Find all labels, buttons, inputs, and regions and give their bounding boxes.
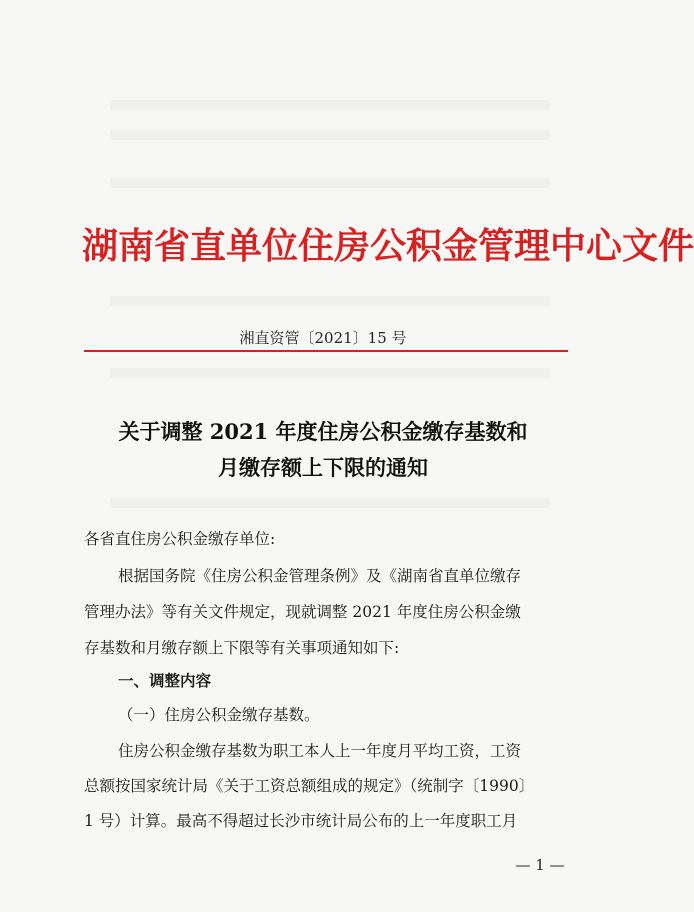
bleed-through-text [110,296,550,306]
red-header-title: 湖南省直单位住房公积金管理中心文件 [82,226,694,267]
bleed-through-text [110,498,550,508]
notice-title-line-2: 月缴存额上下限的通知 [218,455,428,480]
bleed-through-text [110,130,550,140]
bleed-through-text [110,368,550,378]
subsection-heading: （一）住房公积金缴存基数。 [118,706,320,724]
red-divider-line [84,350,568,352]
bleed-through-text [110,178,550,188]
notice-title-line-1: 关于调整 2021 年度住房公积金缴存基数和 [118,419,528,444]
section-heading: 一、调整内容 [118,672,212,690]
paragraph-line: 存基数和月缴存额上下限等有关事项通知如下: [84,639,400,657]
salutation: 各省直住房公积金缴存单位: [84,530,276,548]
paragraph-line: 管理办法》等有关文件规定，现就调整 2021 年度住房公积金缴 [84,603,521,621]
paragraph-line: 根据国务院《住房公积金管理条例》及《湖南省直单位缴存 [118,567,522,585]
page-number: — 1 — [515,856,565,874]
paragraph-line: 1 号）计算。最高不得超过长沙市统计局公布的上一年度职工月 [84,812,518,830]
paragraph-line: 住房公积金缴存基数为职工本人上一年度月平均工资，工资 [118,742,522,760]
bleed-through-text [110,100,550,110]
paragraph-line: 总额按国家统计局《关于工资总额组成的规定》（统制字〔1990〕 [84,777,535,795]
document-number: 湘直资管〔2021〕15 号 [239,329,407,347]
